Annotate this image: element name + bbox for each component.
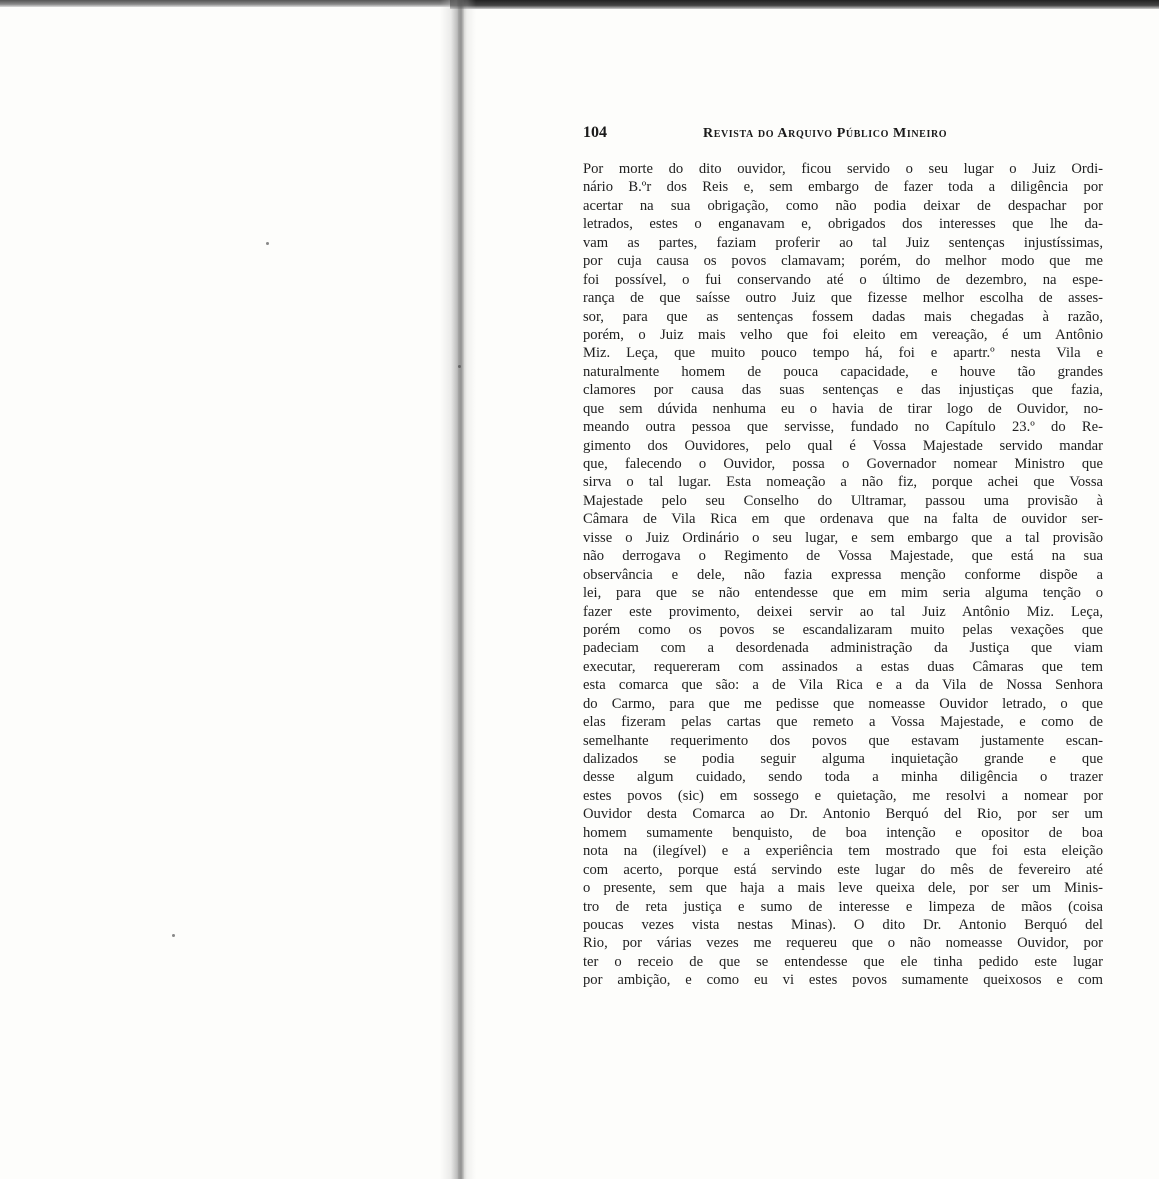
body-line: estes povos (sic) em sossego e quietação, me resolvi a nomear por bbox=[583, 787, 1103, 804]
running-head bbox=[583, 124, 1103, 148]
body-line: meando outra pessoa que servisse, fundado no Capítulo 23.º do Re- bbox=[583, 419, 1103, 436]
body-line: porém como os povos se escandalizaram muito pelas vexações que bbox=[583, 621, 1103, 638]
body-line: não derrogava o Regimento de Vossa Majestade, que está na sua bbox=[583, 548, 1103, 565]
body-line: com acerto, porque está servindo este lugar do mês de fevereiro até bbox=[583, 861, 1103, 878]
body-line: esta comarca que são: a de Vila Rica e a da Vila de Nossa Senhora bbox=[583, 677, 1103, 694]
body-line: sirva o tal lugar. Esta nomeação a não fiz, porque achei que Vossa bbox=[583, 474, 1103, 491]
body-line: lei, para que se não entendesse que em mim seria alguma tenção o bbox=[583, 585, 1103, 602]
body-line: sor, para que as sentenças fossem dadas mais chegadas à razão, bbox=[583, 308, 1103, 325]
body-line: naturalmente homem de pouca capacidade, e houve tão grandes bbox=[583, 363, 1103, 380]
body-line: homem sumamente benquisto, de boa intenção e opositor de boa bbox=[583, 824, 1103, 841]
body-line: que, falecendo o Ouvidor, possa o Governador nomear Ministro que bbox=[583, 456, 1103, 472]
body-line: o presente, sem que haja a mais leve queixa dele, por ser um Minis- bbox=[583, 880, 1103, 897]
scan-top-border-dark bbox=[450, 0, 1159, 9]
body-line: que sem dúvida nenhuma eu o havia de tirar logo de Ouvidor, no- bbox=[583, 400, 1103, 417]
body-line: Ouvidor desta Comarca ao Dr. Antonio Berquó del Rio, por ser um bbox=[583, 806, 1103, 823]
body-line: acertar na sua obrigação, como não podia deixar de despachar por bbox=[583, 197, 1103, 214]
body-line: vam as partes, faziam proferir ao tal Juiz sentenças injustíssimas, bbox=[583, 234, 1103, 251]
body-line: Câmara de Vila Rica em que ordenava que na falta de ouvidor ser- bbox=[583, 511, 1103, 528]
body-text bbox=[583, 160, 1103, 990]
body-line: elas fizeram pelas cartas que remeto a Vossa Majestade, e como de bbox=[583, 714, 1103, 731]
journal-title: Revista do Arquivo Público Mineiro bbox=[703, 126, 948, 141]
body-line: Majestade pelo seu Conselho do Ultramar, passou uma provisão à bbox=[583, 492, 1103, 509]
book-spine-line bbox=[458, 0, 464, 1179]
body-line: rança de que saísse outro Juiz que fizesse melhor escolha de asses- bbox=[583, 290, 1103, 307]
body-line: por ambição, e como eu vi estes povos sumamente queixosos e com bbox=[583, 972, 1103, 989]
body-line: clamores por causa das suas sentenças e das injustiças que fazia, bbox=[583, 382, 1103, 399]
scan-speck bbox=[172, 934, 175, 937]
body-line: Miz. Leça, que muito pouco tempo há, foi e apartr.º nesta Vila e bbox=[583, 345, 1103, 362]
body-line: por cuja causa os povos clamavam; porém, do melhor modo que me bbox=[583, 253, 1103, 270]
body-line: nota na (ilegível) e a experiência tem mostrado que foi esta eleição bbox=[583, 843, 1103, 860]
body-line: visse o Juiz Ordinário o seu lugar, e sem embargo que a tal provisão bbox=[583, 529, 1103, 546]
body-line: Por morte do dito ouvidor, ficou servido o seu lugar o Juiz Ordi- bbox=[583, 161, 1103, 177]
page-number: 104 bbox=[583, 124, 607, 141]
body-line: fazer este provimento, deixei servir ao tal Juiz Antônio Miz. Leça, bbox=[583, 603, 1103, 620]
body-line: dalizados se podia seguir alguma inquietação grande e que bbox=[583, 751, 1103, 767]
body-line: padeciam com a desordenada administração da Justiça que viam bbox=[583, 640, 1103, 657]
scan-speck bbox=[458, 365, 461, 368]
body-line: do Carmo, para que me pedisse que nomeasse Ouvidor letrado, o que bbox=[583, 695, 1103, 712]
body-line: tro de reta justiça e sumo de interesse e limpeza de mãos (coisa bbox=[583, 898, 1103, 915]
body-line: gimento dos Ouvidores, pelo qual é Vossa Majestade servido mandar bbox=[583, 437, 1103, 454]
body-line: executar, requereram com assinados a estas duas Câmaras que tem bbox=[583, 658, 1103, 675]
body-line: nário B.ºr dos Reis e, sem embargo de fazer toda a diligência por bbox=[583, 179, 1103, 196]
body-line: semelhante requerimento dos povos que estavam justamente escan- bbox=[583, 732, 1103, 749]
body-line: ter o receio de que se entendesse que ele tinha pedido este lugar bbox=[583, 953, 1103, 970]
body-line: letrados, estes o enganavam e, obrigados dos interesses que lhe da- bbox=[583, 216, 1103, 233]
scan-speck bbox=[266, 242, 269, 245]
body-line: porém, o Juiz mais velho que foi eleito em vereação, é um Antônio bbox=[583, 326, 1103, 343]
body-line: Rio, por várias vezes me requereu que o não nomeasse Ouvidor, por bbox=[583, 935, 1103, 952]
body-line: foi possível, o fui conservando até o último de dezembro, na espe- bbox=[583, 271, 1103, 288]
body-line: observância e dele, não fazia expressa menção conforme dispõe a bbox=[583, 566, 1103, 583]
body-line: poucas vezes vista nestas Minas). O dito Dr. Antonio Berquó del bbox=[583, 916, 1103, 933]
body-line: desse algum cuidado, sendo toda a minha diligência o trazer bbox=[583, 769, 1103, 786]
